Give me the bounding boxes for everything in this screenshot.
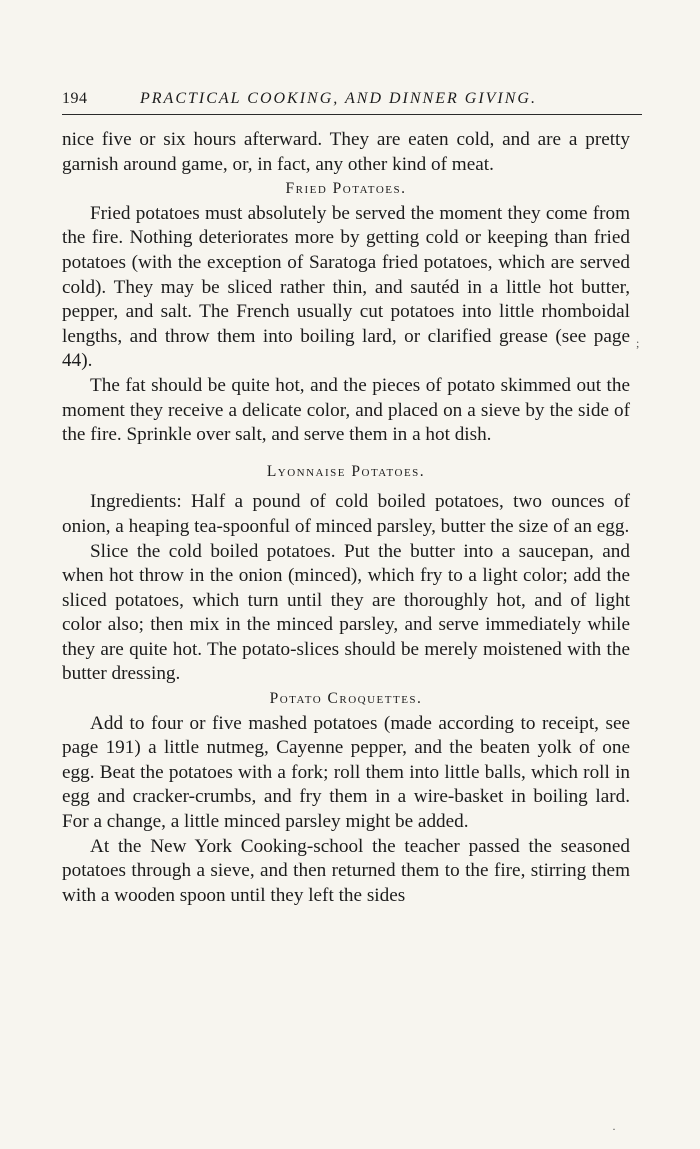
running-title: PRACTICAL COOKING, AND DINNER GIVING. — [140, 90, 537, 107]
section-heading-lyonnaise-potatoes: Lyonnaise Potatoes. — [266, 462, 426, 480]
page-body — [62, 128, 630, 908]
paragraph: Add to four or five mashed potatoes (made according to receipt, see page 191) a little nutmeg, Cayenne pepper, and the beaten yolk of one egg. Beat the potatoes with a fork; roll them into little balls, which roll in egg and cracker-crumbs, and fry them in a wire-basket in boiling lard. For a change, a little minced parsley might be added. — [62, 712, 630, 833]
paragraph: Slice the cold boiled potatoes. Put the butter into a saucepan, and when hot throw in the onion (minced), which fry to a light color; add the sliced potatoes, which turn until they are thoroughly hot, and of light color also; then mix in the minced parsley, and serve immediately while they are quite hot. The potato-slices should be merely moistened with the butter dressing. — [62, 540, 630, 685]
paragraph: Fried potatoes must absolutely be served the moment they come from the fire. Nothing deteriorates more by getting cold or keeping than fried potatoes (with the exception of Saratoga fried potatoes, which are served cold). They may be sliced rather thin, and sautéd in a little hot butter, pepper, and salt. The French usually cut potatoes into little rhomboidal lengths, and throw them into boiling lard, or clarified grease (see page 44). — [62, 202, 630, 372]
paragraph: The fat should be quite hot, and the pieces of potato skimmed out the moment they receive a delicate color, and placed on a sieve by the side of the fire. Sprinkle over salt, and serve them in a hot dish. — [62, 374, 630, 446]
running-header — [62, 88, 642, 115]
print-speck: ; — [636, 336, 640, 350]
page-number: 194 — [62, 90, 88, 107]
paragraph: Ingredients: Half a pound of cold boiled potatoes, two ounces of onion, a heaping tea-spoonful of minced parsley, butter the size of an egg. — [62, 491, 630, 537]
opening-paragraph: nice five or six hours afterward. They are eaten cold, and are a pretty garnish around game, or, in fact, any other kind of meat. — [62, 129, 630, 175]
section-heading-potato-croquettes: Potato Croquettes. — [269, 690, 423, 708]
paragraph: At the New York Cooking-school the teacher passed the seasoned potatoes through a sieve, and then returned them to the fire, stirring them with a wooden spoon until they left the sides — [62, 835, 630, 906]
print-speck: · — [612, 1122, 616, 1136]
section-heading-fried-potatoes: Fried Potatoes. — [285, 180, 407, 198]
